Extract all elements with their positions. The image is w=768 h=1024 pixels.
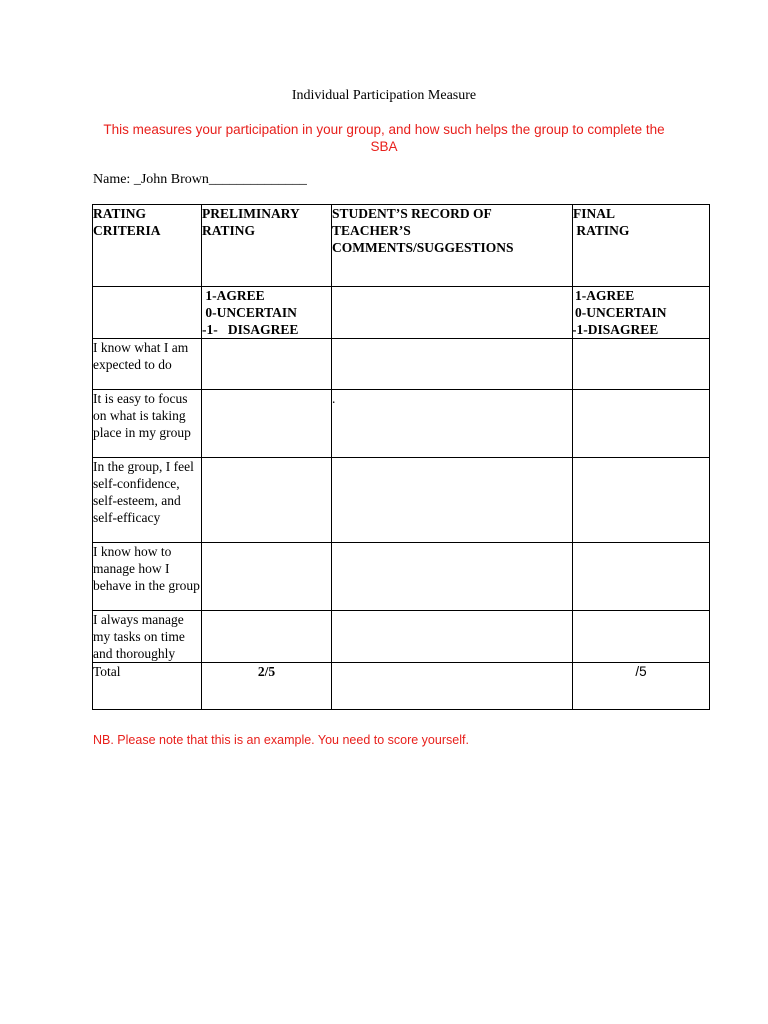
comment-cell — [332, 611, 573, 663]
comment-cell: . — [332, 390, 573, 458]
total-row — [93, 663, 710, 710]
participation-table — [92, 204, 710, 710]
criterion-text: In the group, I feel self-confidence, self-esteem, and self-efficacy — [93, 458, 202, 543]
criterion-text: I know what I am expected to do — [93, 339, 202, 390]
scale-empty-cell — [93, 287, 202, 339]
scale-row — [93, 287, 710, 339]
final-scale: 1-AGREE 0-UNCERTAIN -1-DISAGREE — [573, 287, 710, 339]
final-rating-cell — [573, 458, 710, 543]
comment-cell — [332, 339, 573, 390]
final-rating-cell — [573, 339, 710, 390]
student-name-line: Name: _John Brown______________ — [93, 172, 307, 187]
preliminary-rating-cell — [202, 458, 332, 543]
total-final: /5 — [573, 663, 710, 710]
header-final-rating: FINAL RATING — [573, 205, 710, 287]
total-preliminary: 2/5 — [202, 663, 332, 710]
header-preliminary-rating: PRELIMINARY RATING — [202, 205, 332, 287]
criteria-row — [93, 458, 710, 543]
header-teacher-comments: STUDENT’S RECORD OF TEACHER’S COMMENTS/SUGGESTIONS — [332, 205, 573, 287]
criteria-row — [93, 390, 710, 458]
comment-cell — [332, 458, 573, 543]
final-rating-cell — [573, 611, 710, 663]
final-rating-cell — [573, 390, 710, 458]
preliminary-scale: 1-AGREE 0-UNCERTAIN -1- DISAGREE — [202, 287, 332, 339]
criterion-text: I always manage my tasks on time and thoroughly — [93, 611, 202, 663]
total-label: Total — [93, 663, 202, 710]
preliminary-rating-cell — [202, 339, 332, 390]
preliminary-rating-cell — [202, 611, 332, 663]
preliminary-rating-cell — [202, 390, 332, 458]
header-rating-criteria: RATING CRITERIA — [93, 205, 202, 287]
nb-note: NB. Please note that this is an example. You need to score yourself. — [93, 733, 469, 747]
criteria-row — [93, 339, 710, 390]
comment-cell — [332, 543, 573, 611]
final-rating-cell — [573, 543, 710, 611]
total-comment-cell — [332, 663, 573, 710]
header-row — [93, 205, 710, 287]
criteria-row — [93, 611, 710, 663]
preliminary-rating-cell — [202, 543, 332, 611]
document-title: Individual Participation Measure — [291, 88, 477, 103]
criterion-text: It is easy to focus on what is taking place in my group — [93, 390, 202, 458]
criterion-text: I know how to manage how I behave in the group — [93, 543, 202, 611]
criteria-row — [93, 543, 710, 611]
intro-text: This measures your participation in your group, and how such helps the group to complete the SBA — [103, 122, 665, 154]
scale-comment-cell — [332, 287, 573, 339]
